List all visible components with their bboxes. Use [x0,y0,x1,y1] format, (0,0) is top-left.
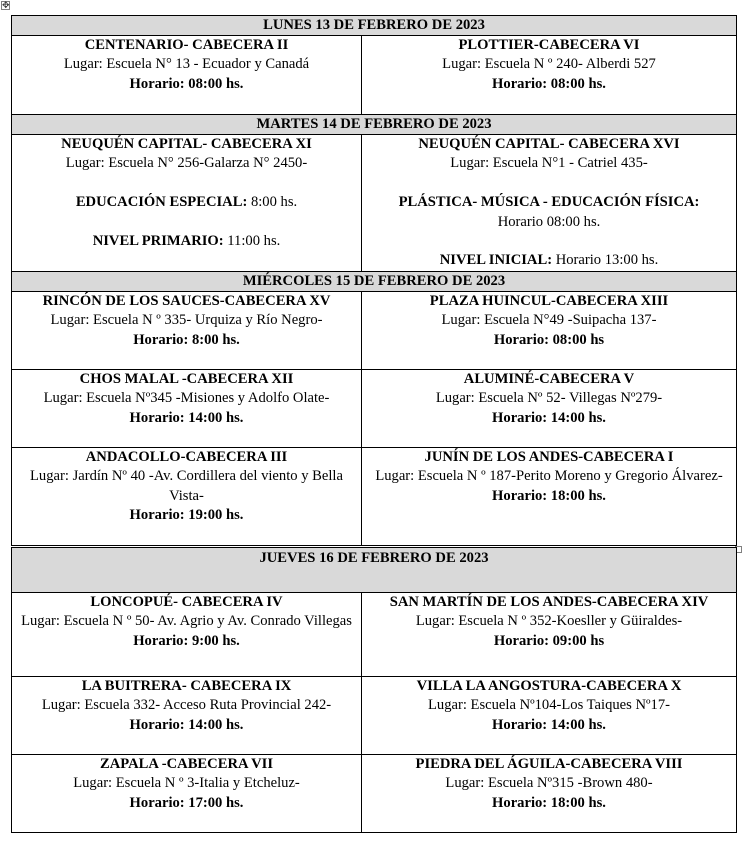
venue-lugar: Lugar: Escuela N º 3-Italia y Etcheluz- [73,775,300,792]
venue-title: JUNÍN DE LOS ANDES-CABECERA I [424,449,674,465]
venue-cell [12,448,362,546]
venue-cell [12,755,362,833]
venue-cell [12,370,362,448]
day-header-row [12,272,737,292]
table-row [12,593,737,677]
schedule-table-1 [11,15,737,546]
day-header-miercoles: MIÉRCOLES 15 DE FEBRERO DE 2023 [12,272,737,292]
venue-horario: Horario: 14:00 hs. [129,409,244,426]
venue-horario: Horario: 09:00 hs [493,632,605,649]
venue-title: VILLA LA ANGOSTURA-CABECERA X [416,678,682,694]
venue-lugar: Lugar: Escuela N°49 -Suipacha 137- [441,312,657,329]
venue-lugar: Lugar: Escuela Nº345 -Misiones y Adolfo Olate- [43,390,330,407]
venue-lugar: Lugar: Jardín Nº 40 -Av. Cordillera del viento y Bella Vista- [30,468,343,504]
table-row [12,677,737,755]
day-header-row [12,16,737,36]
venue-lugar: Lugar: Escuela N°1 - Catriel 435- [450,155,648,172]
table-row [12,36,737,115]
venue-lugar: Lugar: Escuela N° 256-Galarza N° 2450- [65,155,308,172]
venue-cell [362,448,737,546]
venue-horario: Horario: 18:00 hs. [492,794,606,811]
table-row [12,755,737,833]
venue-title: LA BUITRERA- CABECERA IX [81,678,292,694]
schedule-label: PLÁSTICA- MÚSICA - EDUCACIÓN FÍSICA: [398,194,700,211]
venue-title: ZAPALA -CABECERA VII [100,756,273,772]
venue-title: CHOS MALAL -CABECERA XII [79,371,294,387]
schedule-value: Horario 13:00 hs. [552,252,659,269]
venue-lugar: Lugar: Escuela Nº315 -Brown 480- [445,775,653,792]
venue-horario: Horario: 8:00 hs. [133,331,240,348]
venue-title: NEUQUÉN CAPITAL- CABECERA XI [61,136,312,152]
table-row [12,448,737,546]
venue-cell [362,677,737,755]
venue-horario: Horario: 08:00 hs. [492,75,606,92]
venue-lugar: Lugar: Escuela 332- Acceso Ruta Provincial 242- [41,697,332,714]
table-row [12,292,737,370]
venue-cell [362,292,737,370]
venue-cell [12,292,362,370]
day-header-row [12,115,737,135]
table-move-handle-icon[interactable]: ✥ [2,1,10,11]
venue-lugar: Lugar: Escuela N° 13 - Ecuador y Canadá [63,56,310,73]
schedule-label: NIVEL INICIAL: [439,252,553,269]
venue-cell [12,593,362,677]
venue-lugar: Lugar: Escuela Nº104-Los Taiques Nº17- [428,697,671,714]
venue-lugar: Lugar: Escuela N º 50- Av. Agrio y Av. Conrado Villegas [21,613,352,630]
venue-horario: Horario: 08:00 hs [493,331,605,348]
venue-cell [12,135,362,272]
venue-horario: Horario: 9:00 hs. [133,632,240,649]
venue-cell [362,36,737,115]
venue-title: SAN MARTÍN DE LOS ANDES-CABECERA XIV [389,594,709,610]
venue-title: NEUQUÉN CAPITAL- CABECERA XVI [418,136,680,152]
venue-horario: Horario: 19:00 hs. [129,507,244,524]
venue-title: LONCOPUÉ- CABECERA IV [90,594,283,610]
venue-title: CENTENARIO- CABECERA II [84,37,289,53]
venue-title: ANDACOLLO-CABECERA III [85,449,288,465]
venue-title: RINCÓN DE LOS SAUCES-CABECERA XV [42,293,331,309]
schedule-line [366,251,732,270]
schedule-label: EDUCACIÓN ESPECIAL: [75,194,248,211]
day-header-jueves: JUEVES 16 DE FEBRERO DE 2023 [12,548,737,593]
day-header-row [12,548,737,593]
schedule-table-2 [11,547,737,833]
venue-lugar: Lugar: Escuela Nº 52- Villegas Nº279- [435,390,663,407]
venue-title: PLOTTIER-CABECERA VI [458,37,640,53]
venue-title: ALUMINÉ-CABECERA V [463,371,635,387]
schedule-value: Horario 08:00 hs. [497,213,601,230]
venue-cell [12,36,362,115]
venue-horario: Horario: 14:00 hs. [492,716,606,733]
schedule-label: NIVEL PRIMARIO: [92,233,224,249]
day-header-lunes: LUNES 13 DE FEBRERO DE 2023 [12,16,737,36]
venue-cell [362,593,737,677]
venue-lugar: Lugar: Escuela N º 352-Koesller y Güiraldes- [415,613,683,630]
venue-horario: Horario: 18:00 hs. [492,487,606,504]
venue-horario: Horario: 14:00 hs. [492,409,606,426]
venue-horario: Horario: 14:00 hs. [129,716,244,733]
schedule-value: 8:00 hs. [247,194,298,211]
schedule-line [16,193,357,212]
venue-title: PIEDRA DEL ÁGUILA-CABECERA VIII [415,756,683,772]
venue-lugar: Lugar: Escuela N º 240- Alberdi 527 [442,56,656,73]
venue-lugar: Lugar: Escuela N º 187-Perito Moreno y Gregorio Álvarez- [375,468,723,485]
venue-horario: Horario: 08:00 hs. [129,75,244,92]
venue-cell [12,677,362,755]
venue-cell [362,135,737,272]
venue-title: PLAZA HUINCUL-CABECERA XIII [429,293,669,309]
venue-cell [362,370,737,448]
schedule-value: 11:00 hs. [223,233,281,249]
table-row [12,135,737,272]
day-header-martes: MARTES 14 DE FEBRERO DE 2023 [12,115,737,135]
schedule-line [16,232,357,251]
venue-cell [362,755,737,833]
venue-horario: Horario: 17:00 hs. [129,794,244,811]
venue-lugar: Lugar: Escuela N º 335- Urquiza y Río Negro- [50,312,323,329]
table-row [12,370,737,448]
